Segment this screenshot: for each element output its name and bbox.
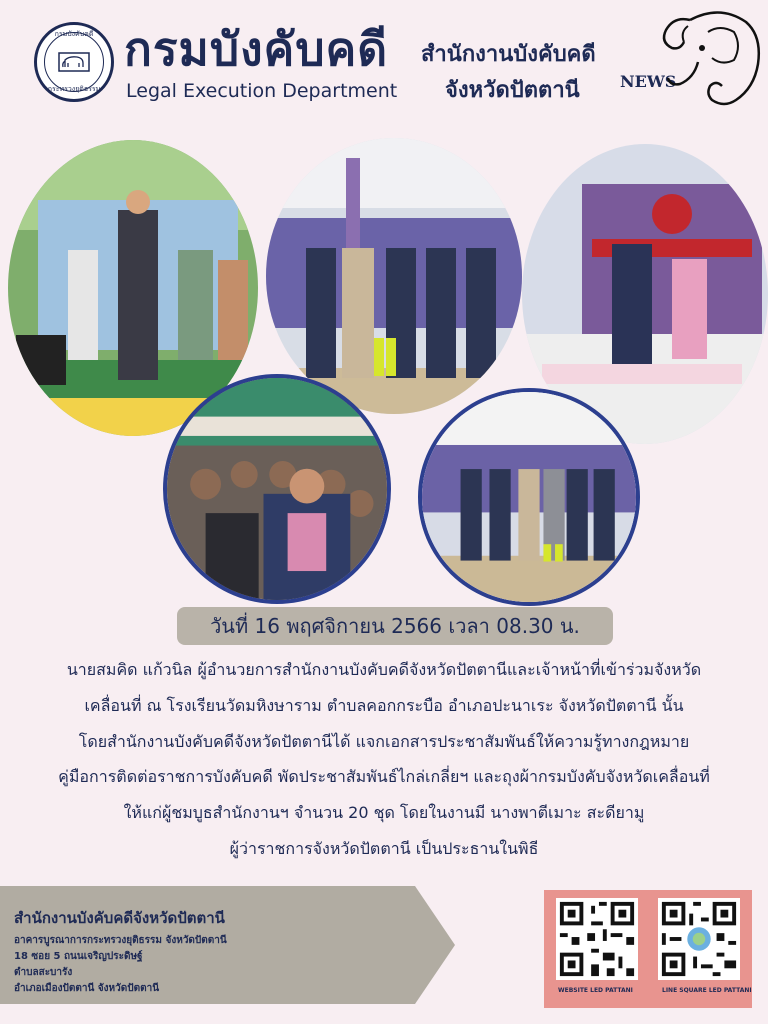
address-line: อาคารบูรณาการกระทรวงยุติธรรม จังหวัดปัตตานี	[14, 935, 227, 946]
address-line: ตำบลสะบารัง	[14, 967, 73, 978]
website-qr-label: WEBSITE LED PATTANI	[558, 987, 633, 994]
seal-text-top: กรมบังคับคดี	[54, 30, 94, 38]
office-name-line1: สำนักงานบังคับคดี	[421, 42, 596, 67]
department-name-english: Legal Execution Department	[126, 80, 398, 102]
description-line: โดยสำนักงานบังคับคดีจังหวัดปัตตานีได้ แจกเอกสารประชาสัมพันธ์ให้ความรู้ทางกฎหมาย	[78, 731, 690, 751]
seal-text-bottom: กระทรวงยุติธรรม	[47, 85, 101, 93]
qr-panel	[544, 890, 752, 1008]
description-line: ผู้ว่าราชการจังหวัดปัตตานี เป็นประธานในพิธี	[229, 838, 539, 858]
address-line: อำเภอเมืองปัตตานี จังหวัดปัตตานี	[14, 983, 160, 994]
line-qr-code-icon[interactable]	[658, 898, 740, 980]
elephant-mascot-icon	[650, 2, 766, 114]
department-seal-logo	[34, 22, 114, 102]
line-qr-label: LINE SQUARE LED PATTANI	[662, 987, 752, 994]
description-line: คู่มือการติดต่อราชการบังคับคดี พัดประชาสัมพันธ์ไกล่เกลี่ยฯ และถุงผ้ากรมบังคับจังหวัดเคลื่อนที่	[58, 767, 710, 787]
elephant-seal-icon	[57, 49, 91, 75]
footer-office-name: สำนักงานบังคับคดีจังหวัดปัตตานี	[14, 909, 225, 927]
event-photo-group-second	[418, 388, 640, 606]
header	[0, 0, 768, 130]
event-photo-group-officials	[266, 138, 522, 414]
event-photo-audience	[163, 374, 391, 604]
footer-address	[14, 933, 227, 997]
description-line: เคลื่อนที่ ณ โรงเรียนวัดมหิงษาราม ตำบลคอกกระบือ อำเภอปะนาเระ จังหวัดปัตตานี นั้น	[84, 695, 684, 715]
address-line: 18 ซอย 5 ถนนเจริญประดิษฐ์	[14, 951, 143, 962]
event-date-time: วันที่ 16 พฤศจิกายน 2566 เวลา 08.30 น.	[177, 607, 613, 645]
department-name-thai: กรมบังคับคดี	[124, 22, 389, 76]
description-line: นายสมคิด แก้วนิล ผู้อำนวยการสำนักงานบังคับคดีจังหวัดปัตตานีและเจ้าหน้าที่เข้าร่วมจังหวัด	[66, 660, 702, 679]
office-name-line2: จังหวัดปัตตานี	[445, 78, 580, 103]
event-description	[14, 652, 754, 867]
website-qr-code-icon[interactable]	[556, 898, 638, 980]
news-label: NEWS	[620, 72, 677, 91]
description-line: ให้แก่ผู้ชมบูธสำนักงานฯ จำนวน 20 ชุด โดยในงานมี นางพาตีเมาะ สะดียามู	[123, 803, 645, 823]
